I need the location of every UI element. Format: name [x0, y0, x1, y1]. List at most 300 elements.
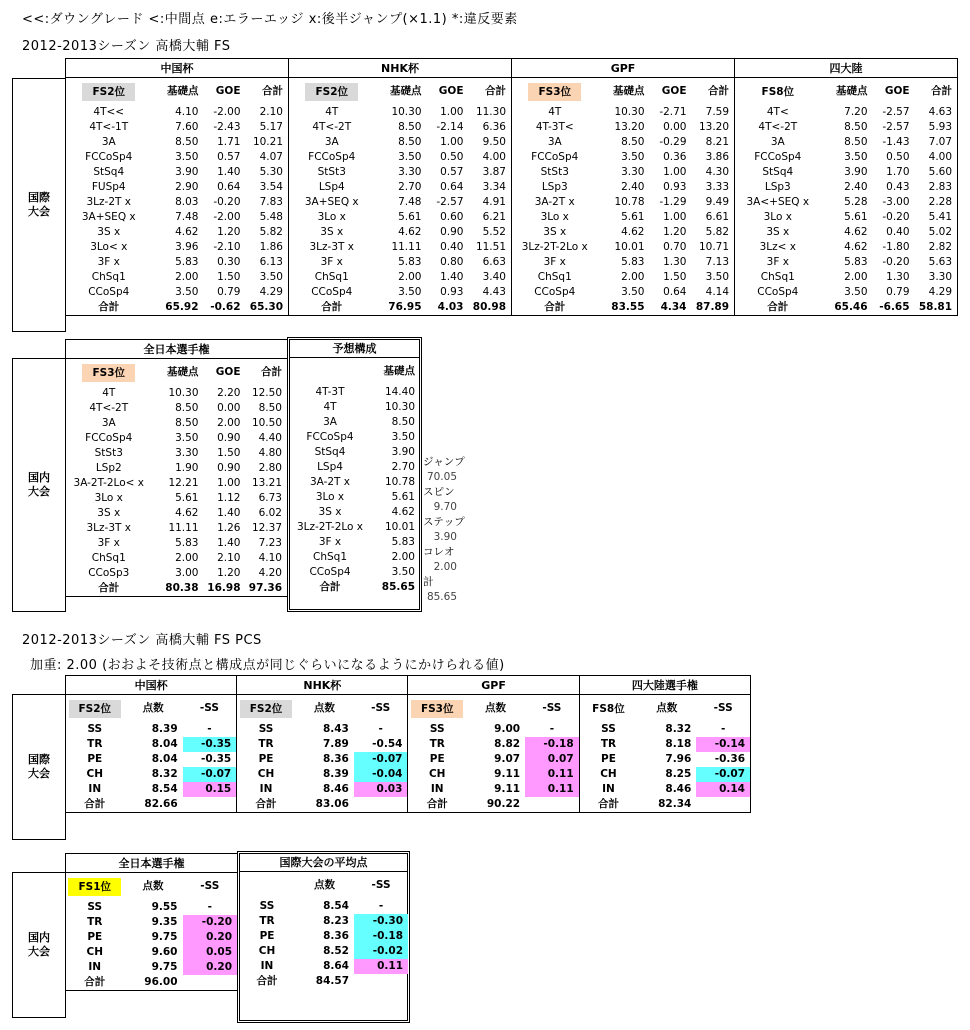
totals-row — [66, 300, 958, 316]
pcs-totals-row — [239, 974, 408, 989]
pcs-total: 83.06 — [295, 797, 354, 813]
base-value: 4.62 — [391, 506, 415, 518]
rank-badge: FS3位 — [82, 364, 135, 382]
element-name: 3Lz-3T x — [66, 521, 152, 536]
element-name: 3A — [735, 135, 821, 150]
rank-badge: FS3位 — [411, 700, 464, 718]
component-name: SS — [66, 722, 124, 737]
base-value: 4.62 — [175, 226, 199, 238]
component-score: 7.89 — [322, 738, 349, 750]
goe-value: -2.57 — [436, 196, 464, 208]
weight-note: 加重: 2.00 (おおよそ技術点と構成点が同じぐらいになるようにかけられる値) — [30, 658, 505, 673]
base-value: 10.01 — [614, 241, 645, 253]
plan-note: 2.00 — [433, 561, 457, 573]
element-total: 12.37 — [246, 521, 288, 536]
element-total: 4.29 — [915, 285, 958, 300]
element-total: 5.17 — [246, 120, 289, 135]
pcs-row — [239, 944, 408, 959]
plan-note: コレオ — [423, 546, 455, 558]
component-score: 8.32 — [151, 768, 178, 780]
base-value: 4.62 — [844, 226, 868, 238]
base-value: 8.50 — [398, 136, 422, 148]
element-total: 11.51 — [469, 240, 512, 255]
element-name: FUSp4 — [66, 180, 152, 195]
element-name: 4T — [289, 105, 375, 120]
element-row — [66, 446, 288, 461]
diff-from-ss: - — [525, 722, 579, 737]
pcs-row — [66, 900, 238, 915]
element-name: 3A — [289, 135, 375, 150]
goe-value: 0.60 — [440, 211, 464, 223]
component-name: TR — [408, 737, 466, 752]
component-score: 8.32 — [665, 723, 692, 735]
goe-value: -0.20 — [882, 211, 910, 223]
base-value: 5.61 — [621, 211, 645, 223]
blank — [289, 358, 371, 386]
element-name: StSq4 — [314, 446, 346, 458]
pcs-row — [66, 782, 751, 797]
diff-header: -SS — [696, 695, 750, 723]
component-score: 9.60 — [151, 946, 178, 958]
goe-value: 0.50 — [886, 151, 910, 163]
rank-cell — [66, 695, 124, 723]
base-value: 3.30 — [398, 166, 422, 178]
fs-plan-table — [289, 339, 420, 595]
base-header: 基礎点 — [167, 85, 199, 97]
element-name: 3S x — [289, 225, 375, 240]
element-row — [66, 150, 958, 165]
element-name: 3A-2T-2Lo< x — [66, 476, 152, 491]
goe-value: 1.00 — [217, 477, 241, 489]
component-name: TR — [259, 915, 275, 927]
goe-value: 1.26 — [217, 522, 241, 534]
base-value: 5.83 — [621, 256, 645, 268]
diff-from-ss: 0.14 — [696, 782, 750, 797]
base-value: 3.50 — [844, 151, 868, 163]
element-total: 3.40 — [469, 270, 512, 285]
element-total: 4.07 — [246, 150, 289, 165]
plan-totals-row — [289, 580, 420, 595]
pcs-column-row — [239, 872, 408, 900]
diff-from-ss: -0.36 — [696, 752, 750, 767]
element-name: StSt3 — [512, 165, 598, 180]
element-row — [66, 506, 288, 521]
plan-element-row — [289, 460, 420, 475]
base-total: 65.46 — [821, 300, 873, 316]
plan-note: 計 — [423, 576, 434, 588]
element-name: LSp4 — [317, 461, 343, 473]
component-score: 8.36 — [322, 753, 349, 765]
grand-total: 97.36 — [246, 581, 288, 597]
element-total: 7.59 — [692, 105, 735, 120]
goe-value: 1.50 — [217, 447, 241, 459]
element-name: FCCoSp4 — [512, 150, 598, 165]
element-total: 6.02 — [246, 506, 288, 521]
base-value: 3.96 — [175, 241, 199, 253]
element-total: 6.36 — [469, 120, 512, 135]
base-value: 1.90 — [175, 462, 199, 474]
base-value: 5.28 — [844, 196, 868, 208]
base-value: 2.00 — [621, 271, 645, 283]
base-header: 基礎点 — [613, 85, 645, 97]
element-name: 3F x — [289, 255, 375, 270]
rank-cell — [289, 78, 375, 106]
component-name: CH — [408, 767, 466, 782]
plan-note — [423, 440, 483, 455]
component-score: 8.54 — [151, 783, 178, 795]
plan-note: 70.05 — [426, 471, 457, 483]
plan-element-row — [289, 535, 420, 550]
diff-from-ss: 0.20 — [183, 930, 238, 945]
base-value: 3.50 — [391, 431, 415, 443]
element-total: 6.73 — [246, 491, 288, 506]
element-name: 3Lo x — [512, 210, 598, 225]
element-total: 11.30 — [469, 105, 512, 120]
element-total: 5.48 — [246, 210, 289, 225]
element-name: 4T< — [735, 105, 821, 120]
component-score: 8.52 — [323, 945, 349, 957]
rank-badge: FS2位 — [240, 700, 293, 718]
element-name: 3S x — [735, 225, 821, 240]
goe-total: 4.03 — [427, 300, 469, 316]
goe-value: -2.00 — [213, 106, 241, 118]
element-name: 3Lz-2T-2Lo x — [296, 521, 364, 533]
base-value: 8.50 — [398, 121, 422, 133]
goe-value: 1.40 — [217, 507, 241, 519]
element-name: 3A-2T x — [309, 476, 351, 488]
element-total: 4.91 — [469, 195, 512, 210]
goe-value: -0.20 — [213, 196, 241, 208]
base-value: 13.20 — [614, 121, 645, 133]
component-score: 9.11 — [494, 768, 521, 780]
base-value: 2.00 — [398, 271, 422, 283]
goe-value: 0.79 — [217, 286, 241, 298]
totals-label: 合計 — [289, 300, 375, 316]
element-total: 3.87 — [469, 165, 512, 180]
goe-value: 2.00 — [217, 417, 241, 429]
goe-header: GOE — [438, 85, 464, 97]
element-name: 3F x — [66, 536, 152, 551]
goe-value: 0.64 — [217, 181, 241, 193]
event-name: 国際大会の平均点 — [239, 853, 408, 872]
component-score: 9.75 — [151, 961, 178, 973]
plan-name: 予想構成 — [289, 339, 420, 358]
base-value: 3.50 — [621, 151, 645, 163]
base-value: 14.40 — [384, 386, 415, 398]
base-value: 3.50 — [175, 151, 199, 163]
score-header: 点数 — [142, 880, 164, 892]
element-name: 4T-3T — [315, 386, 345, 398]
element-total: 7.23 — [246, 536, 288, 551]
goe-total: 4.34 — [650, 300, 692, 316]
base-value: 5.83 — [398, 256, 422, 268]
rank-cell — [66, 873, 124, 901]
plan-note — [423, 425, 483, 440]
element-total: 4.30 — [692, 165, 735, 180]
blank — [183, 797, 237, 813]
base-value: 8.50 — [621, 136, 645, 148]
diff-from-ss: -0.07 — [696, 767, 750, 782]
component-name: PE — [579, 752, 637, 767]
component-score: 8.04 — [151, 753, 178, 765]
component-score: 9.55 — [151, 901, 178, 913]
component-score: 8.46 — [665, 783, 692, 795]
rank-badge: FS8位 — [592, 702, 625, 715]
pcs-row — [66, 945, 238, 960]
component-name: TR — [66, 737, 124, 752]
element-name: 4T<-2T — [289, 120, 375, 135]
base-value: 3.90 — [175, 166, 199, 178]
goe-value: 2.20 — [217, 387, 241, 399]
plan-element-row — [289, 550, 420, 565]
column-header-row — [66, 78, 958, 106]
component-name: TR — [237, 737, 295, 752]
pcs-row — [66, 930, 238, 945]
fs-international-table — [65, 58, 958, 316]
goe-value: 0.57 — [440, 166, 464, 178]
component-name: PE — [237, 752, 295, 767]
component-name: SS — [579, 722, 637, 737]
base-value: 3.50 — [391, 566, 415, 578]
base-value: 10.78 — [384, 476, 415, 488]
element-name: 3A — [512, 135, 598, 150]
element-total: 2.83 — [915, 180, 958, 195]
base-value: 2.90 — [175, 181, 199, 193]
element-name: 4T-3T< — [512, 120, 598, 135]
goe-value: 0.90 — [217, 462, 241, 474]
element-name: 3A+SEQ x — [66, 210, 152, 225]
goe-value: 0.36 — [663, 151, 687, 163]
rank-badge: FS1位 — [68, 878, 121, 896]
diff-header: -SS — [183, 695, 237, 723]
element-name: StSq4 — [66, 165, 152, 180]
diff-from-ss: -0.18 — [354, 929, 408, 944]
event-name: 全日本選手権 — [66, 854, 238, 873]
element-row — [66, 105, 958, 120]
base-value: 4.62 — [175, 507, 199, 519]
element-total: 3.30 — [915, 270, 958, 285]
goe-value: 0.80 — [440, 256, 464, 268]
component-score: 8.25 — [665, 768, 692, 780]
score-header: 点数 — [656, 702, 678, 714]
element-total: 3.50 — [246, 270, 289, 285]
totals-label: 合計 — [66, 581, 152, 597]
element-total: 3.54 — [246, 180, 289, 195]
element-row — [66, 476, 288, 491]
element-name: 3S x — [66, 506, 152, 521]
goe-value: 1.20 — [217, 567, 241, 579]
element-name: 3Lo x — [735, 210, 821, 225]
blank — [525, 797, 579, 813]
element-name: CCoSp4 — [735, 285, 821, 300]
legend-text: <<:ダウングレード <:中間点 e:エラーエッジ x:後半ジャンプ(×1.1) *:違反要素 — [22, 12, 518, 27]
intl-label: 国際 大会 — [12, 78, 66, 332]
pcs-row — [239, 914, 408, 929]
diff-from-ss: -0.07 — [183, 767, 237, 782]
element-name: FCCoSp4 — [289, 150, 375, 165]
goe-value: 1.50 — [663, 271, 687, 283]
event-name: 四大陸選手権 — [579, 676, 750, 695]
base-value: 2.70 — [398, 181, 422, 193]
event-header-row — [66, 340, 288, 359]
plan-element-row — [289, 430, 420, 445]
element-total: 5.93 — [915, 120, 958, 135]
component-score: 8.39 — [322, 768, 349, 780]
event-name: NHK杯 — [289, 59, 512, 78]
grand-total: 80.98 — [469, 300, 512, 316]
base-value: 8.03 — [175, 196, 199, 208]
diff-from-ss: - — [354, 722, 408, 737]
pcs-row — [66, 722, 751, 737]
element-total: 4.14 — [692, 285, 735, 300]
component-name: CH — [237, 767, 295, 782]
score-header: 点数 — [142, 702, 164, 714]
element-name: 3A<+SEQ x — [735, 195, 821, 210]
base-value: 2.00 — [175, 552, 199, 564]
event-name: 四大陸 — [735, 59, 958, 78]
component-score: 9.75 — [151, 931, 178, 943]
goe-value: 0.70 — [663, 241, 687, 253]
diff-from-ss: -0.54 — [354, 737, 408, 752]
element-total: 6.21 — [469, 210, 512, 225]
diff-from-ss: - — [183, 722, 237, 737]
element-name: StSt3 — [66, 446, 152, 461]
goe-value: 0.57 — [217, 151, 241, 163]
diff-from-ss: - — [378, 900, 384, 912]
pcs-total: 82.34 — [637, 797, 696, 813]
blank — [354, 797, 408, 813]
element-name: ChSq1 — [512, 270, 598, 285]
base-value: 3.50 — [398, 151, 422, 163]
base-value: 3.50 — [844, 286, 868, 298]
component-name: SS — [66, 900, 124, 915]
goe-value: -3.00 — [882, 196, 910, 208]
goe-value: 0.40 — [886, 226, 910, 238]
base-header: 基礎点 — [383, 365, 415, 377]
pcs-totals-row — [66, 975, 238, 991]
base-total: 80.38 — [152, 581, 204, 597]
element-total: 4.80 — [246, 446, 288, 461]
pcs-column-row — [66, 873, 238, 901]
element-total: 10.21 — [246, 135, 289, 150]
element-total: 4.10 — [246, 551, 288, 566]
element-name: 3S x — [66, 225, 152, 240]
element-name: 3F x — [66, 255, 152, 270]
pcs-row — [239, 899, 408, 914]
diff-from-ss: 0.20 — [183, 960, 238, 975]
base-value: 4.62 — [398, 226, 422, 238]
element-row — [66, 270, 958, 285]
component-score: 8.43 — [322, 723, 349, 735]
plan-element-row — [289, 445, 420, 460]
rank-badge: FS2位 — [69, 700, 122, 718]
diff-from-ss: -0.07 — [354, 752, 408, 767]
element-name: ChSq1 — [66, 270, 152, 285]
plan-note: 9.70 — [433, 501, 457, 513]
element-total: 3.34 — [469, 180, 512, 195]
element-total: 6.63 — [469, 255, 512, 270]
element-row — [66, 521, 288, 536]
base-value: 8.50 — [175, 417, 199, 429]
base-value: 3.30 — [621, 166, 645, 178]
diff-from-ss: 0.11 — [525, 782, 579, 797]
diff-from-ss: - — [183, 900, 238, 915]
element-total: 5.60 — [915, 165, 958, 180]
diff-from-ss: -0.04 — [354, 767, 408, 782]
element-total: 5.63 — [915, 255, 958, 270]
plan-note: ジャンプ — [423, 456, 465, 468]
component-score: 9.35 — [151, 916, 178, 928]
base-value: 11.11 — [391, 241, 422, 253]
component-score: 9.07 — [494, 753, 521, 765]
goe-value: 1.70 — [886, 166, 910, 178]
totals-label: 合計 — [579, 797, 637, 813]
base-value: 10.30 — [384, 401, 415, 413]
goe-value: 1.00 — [440, 136, 464, 148]
total-header: 合計 — [692, 78, 735, 106]
base-value: 2.40 — [844, 181, 868, 193]
plan-breakdown-notes — [423, 395, 483, 605]
element-total: 8.50 — [246, 401, 288, 416]
pcs-international-table — [65, 675, 751, 813]
goe-value: 0.50 — [440, 151, 464, 163]
component-score: 8.54 — [323, 900, 349, 912]
base-header: 基礎点 — [836, 85, 868, 97]
diff-header: -SS — [525, 695, 579, 723]
diff-from-ss: -0.20 — [183, 915, 238, 930]
base-value: 12.21 — [168, 477, 199, 489]
element-total: 4.29 — [246, 285, 289, 300]
base-header: 基礎点 — [167, 366, 199, 378]
element-total: 6.61 — [692, 210, 735, 225]
element-row — [66, 566, 288, 581]
event-name: 全日本選手権 — [66, 340, 288, 359]
element-total: 5.41 — [915, 210, 958, 225]
component-name: SS — [259, 900, 275, 912]
plan-element-row — [289, 475, 420, 490]
base-value: 7.48 — [398, 196, 422, 208]
element-total: 3.50 — [692, 270, 735, 285]
element-total: 4.43 — [469, 285, 512, 300]
element-total: 10.71 — [692, 240, 735, 255]
element-name: LSp4 — [289, 180, 375, 195]
element-row — [66, 195, 958, 210]
diff-from-ss: -0.18 — [525, 737, 579, 752]
base-value: 5.61 — [398, 211, 422, 223]
pcs-header-row — [66, 676, 751, 695]
component-name: PE — [259, 930, 275, 942]
diff-header: -SS — [183, 873, 238, 901]
goe-value: 0.93 — [663, 181, 687, 193]
event-name: 中国杯 — [66, 676, 237, 695]
goe-value: 1.12 — [217, 492, 241, 504]
base-value: 4.10 — [175, 106, 199, 118]
plan-note — [423, 395, 483, 410]
goe-value: 0.93 — [440, 286, 464, 298]
element-row — [66, 240, 958, 255]
element-total: 2.10 — [246, 105, 289, 120]
element-name: 3F x — [512, 255, 598, 270]
element-name: 4T<-1T — [66, 120, 152, 135]
base-value: 8.50 — [844, 136, 868, 148]
goe-header: GOE — [661, 85, 687, 97]
total-header: 合計 — [915, 78, 958, 106]
goe-value: -2.57 — [882, 121, 910, 133]
base-value: 3.50 — [175, 432, 199, 444]
totals-label: 合計 — [256, 975, 278, 987]
element-name: 3Lo x — [289, 210, 375, 225]
base-value: 5.83 — [844, 256, 868, 268]
